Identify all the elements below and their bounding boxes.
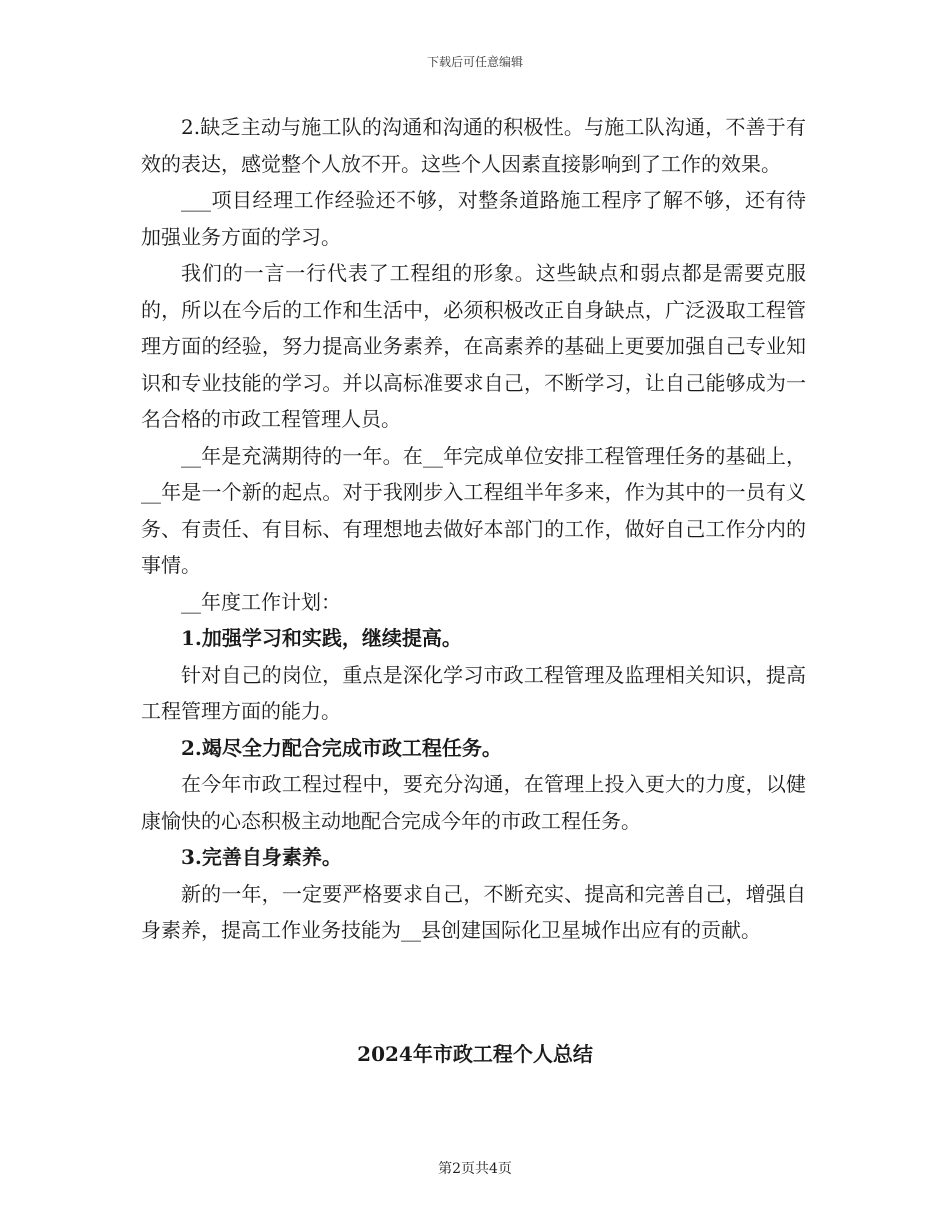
plan-heading-1: 1.加强学习和实践，继续提高。 [181,626,462,650]
section-title: 2024年市政工程个人总结 [357,1042,593,1066]
page-footer: 第2页共4页 [438,1161,512,1177]
paragraph: 2.缺乏主动与施工队的沟通和沟通的积极性。与施工队沟通，不善于有效的表达，感觉整个人放不开。这些个人因素直接影响到了工作的效果。 [141,115,806,176]
plan-heading-3: 3.完善自身素养。 [181,845,342,869]
document-body [141,109,806,949]
plan-heading-2: 2.竭尽全力配合完成市政工程任务。 [181,735,502,760]
paragraph: 我们的一言一行代表了工程组的形象。这些缺点和弱点都是需要克服的，所以在今后的工作和生活中，必须积极改正自身缺点，广泛汲取工程管理方面的经验，努力提高业务素养，在高素养的基础上更要加强自己专业知识和专业技能的学习。并以高标准要求自己，不断学习，让自己能够成为一名合格的市政工程管理人员。 [141,261,806,431]
paragraph: 针对自己的岗位，重点是深化学习市政工程管理及监理相关知识，提高工程管理方面的能力。 [141,662,806,723]
paragraph: 在今年市政工程过程中，要充分沟通，在管理上投入更大的力度，以健康愉快的心态积极主动地配合完成今年的市政工程任务。 [141,772,806,833]
paragraph: 新的一年，一定要严格要求自己，不断充实、提高和完善自己，增强自身素养，提高工作业务技能为__县创建国际化卫星城作出应有的贡献。 [141,881,806,942]
paragraph: __年是充满期待的一年。在__年完成单位安排工程管理任务的基础上，__年是一个新的起点。对于我刚步入工程组半年多来，作为其中的一员有义务、有责任、有目标、有理想地去做好本部门的工作，做好自己工作分内的事情。 [141,443,806,577]
page-header: 下载后可任意编辑 [426,55,523,69]
paragraph: ___项目经理工作经验还不够，对整条道路施工程序了解不够，还有待加强业务方面的学习。 [141,188,806,249]
paragraph: __年度工作计划： [181,589,341,614]
